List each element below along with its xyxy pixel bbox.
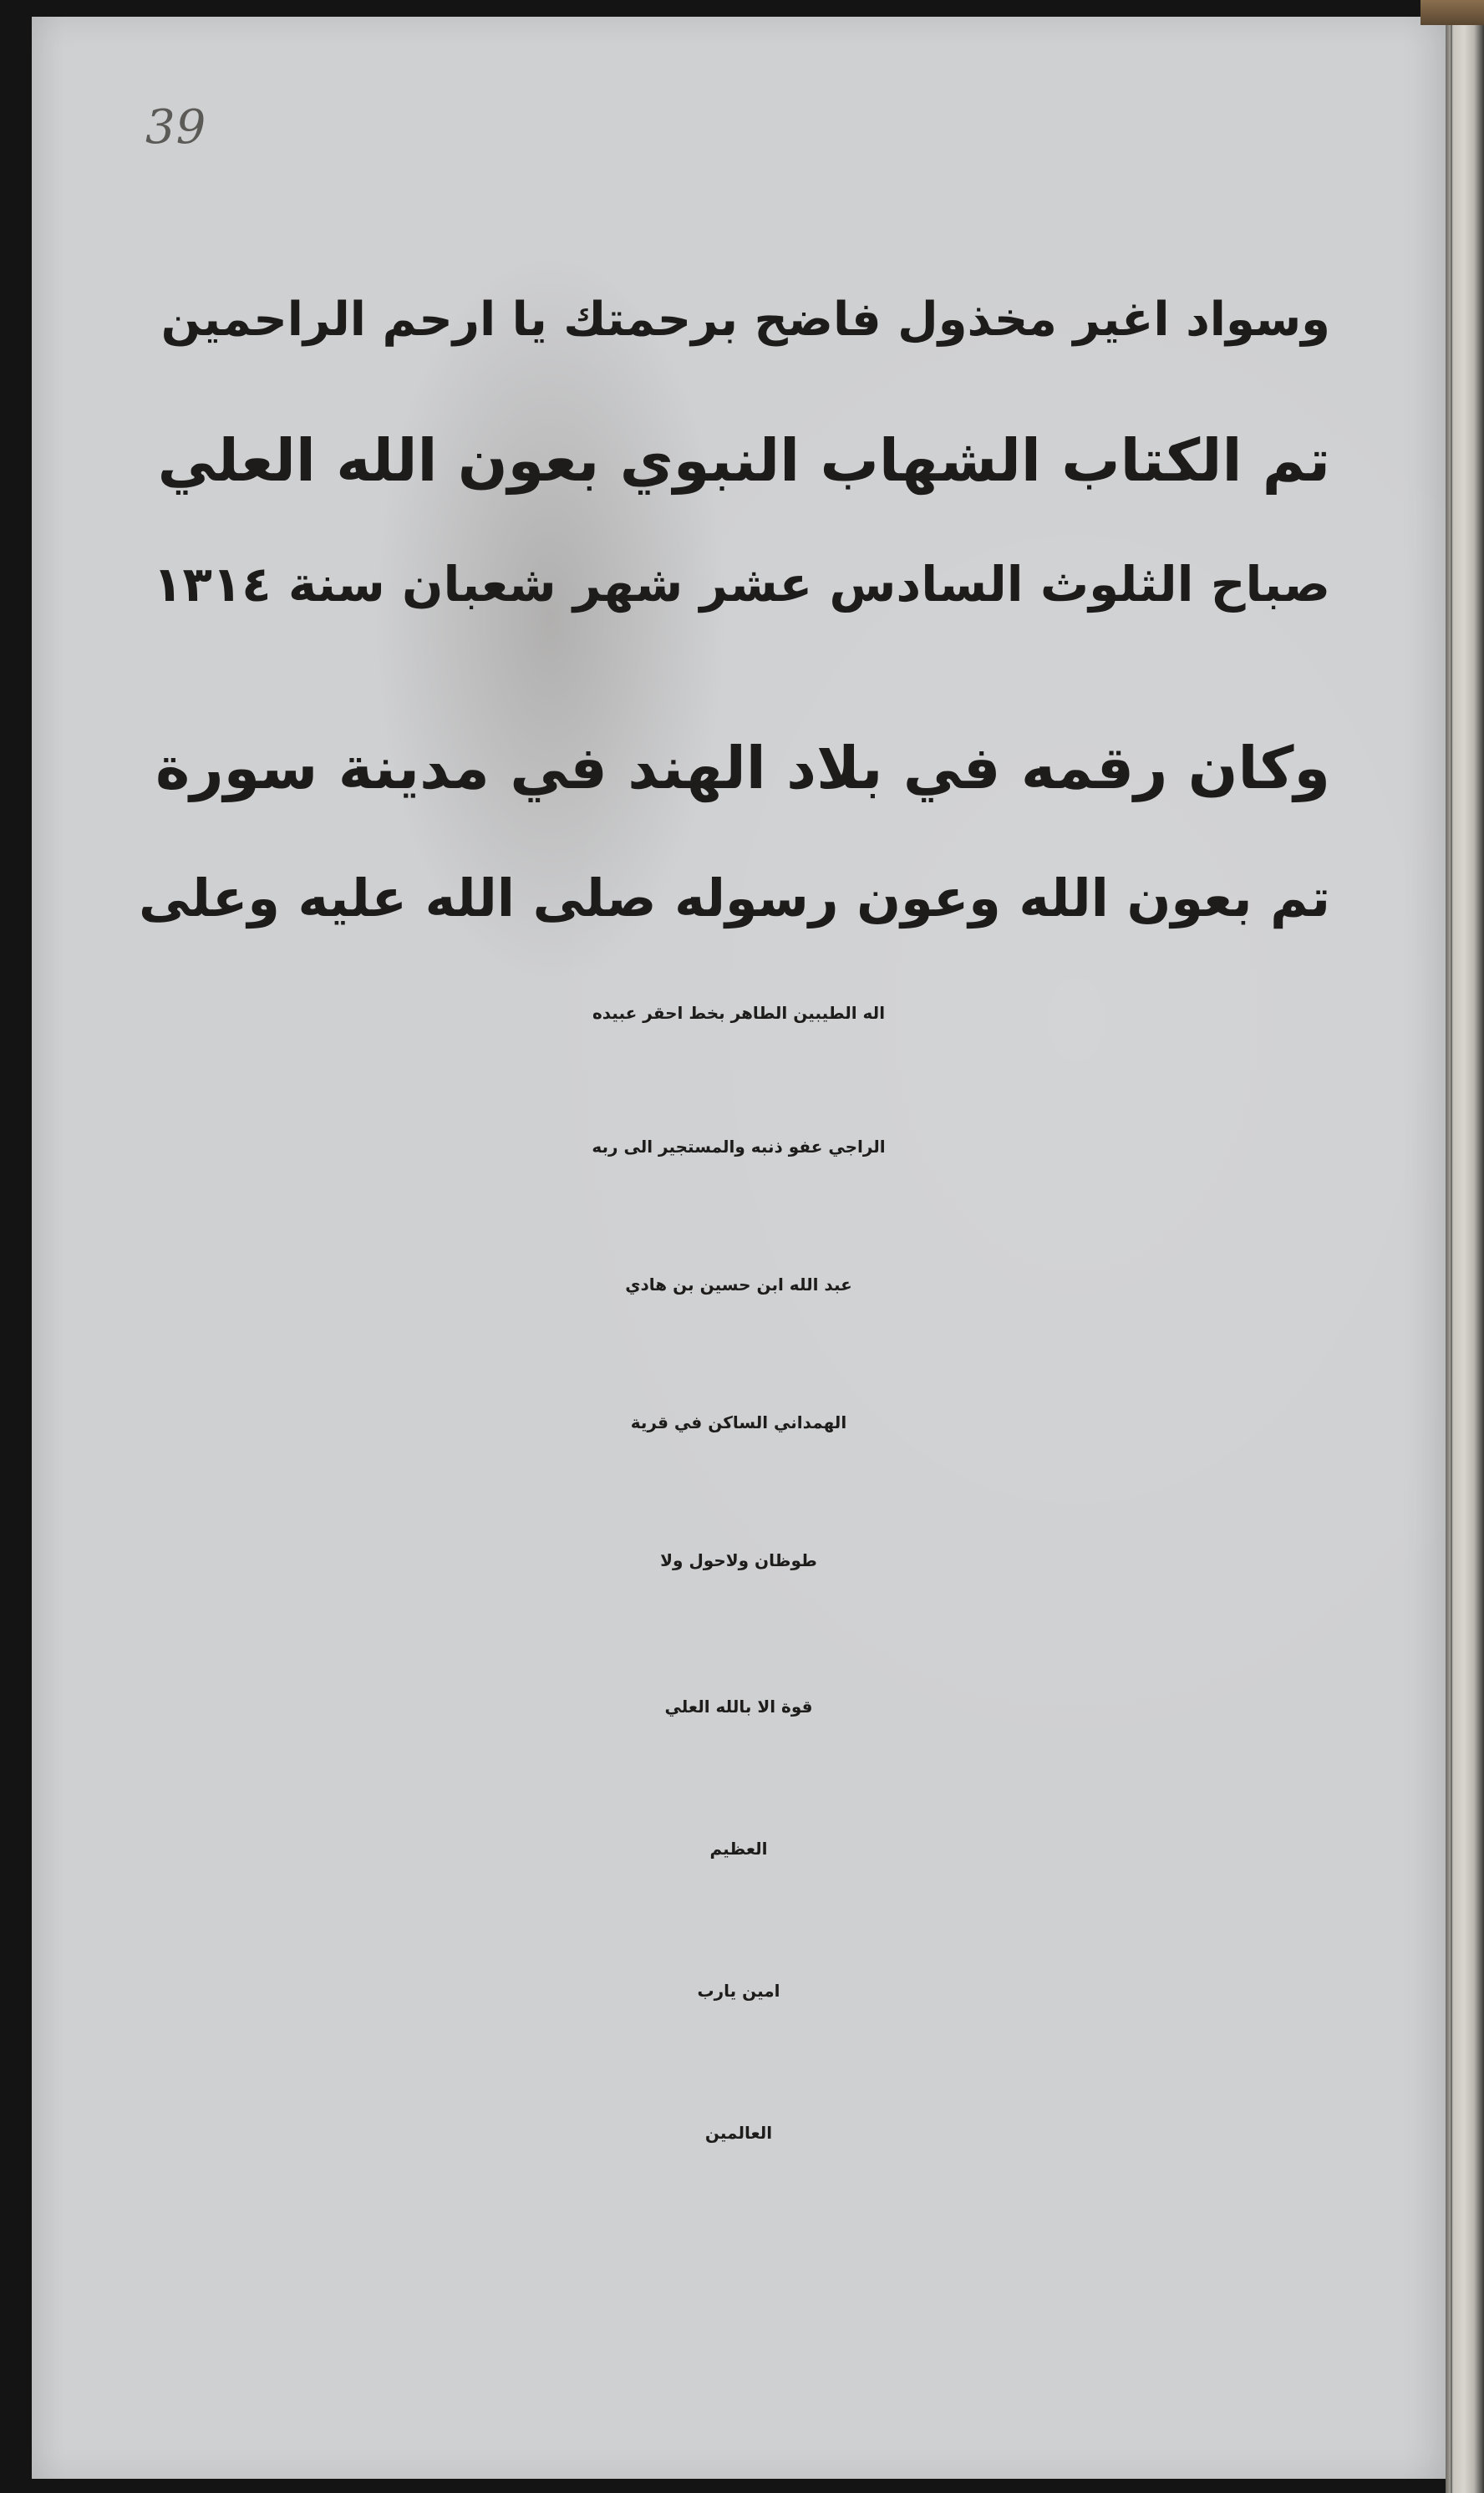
text-line: اله الطيبين الطاهر بخط احقر عبيده (592, 1003, 886, 1023)
text-line: الراجي عفو ذنبه والمستجير الى ربه (592, 1137, 886, 1157)
text-line: صباح الثلوث السادس عشر شهر شعبان سنة ١٣١٤ (153, 556, 1330, 613)
text-line: العالمين (704, 2123, 773, 2143)
book-gutter (1446, 0, 1484, 2493)
folio-number: 39 (145, 100, 207, 155)
text-line: طوظان ولاحول ولا (660, 1550, 817, 1570)
binding-tab (1420, 0, 1484, 25)
text-line: وسواد اغير مخذول فاضح برحمتك يا ارحم الراحمين (160, 293, 1330, 347)
manuscript-text (32, 17, 1446, 2479)
text-line: قوة الا بالله العلي (664, 1697, 813, 1717)
text-line: وكان رقمه في بلاد الهند في مدينة سورة (155, 734, 1330, 802)
text-line: تم الكتاب الشهاب النبوي بعون الله العلي (157, 426, 1330, 495)
text-line: الهمداني الساكن في قرية (630, 1412, 847, 1432)
text-line: تم بعون الله وعون رسوله صلى الله عليه وعلى (138, 867, 1330, 929)
manuscript-page (32, 17, 1446, 2479)
text-line: امين يارب (697, 1981, 780, 2001)
text-line: العظيم (709, 1839, 768, 1859)
text-line: عبد الله ابن حسين بن هادي (625, 1274, 852, 1295)
